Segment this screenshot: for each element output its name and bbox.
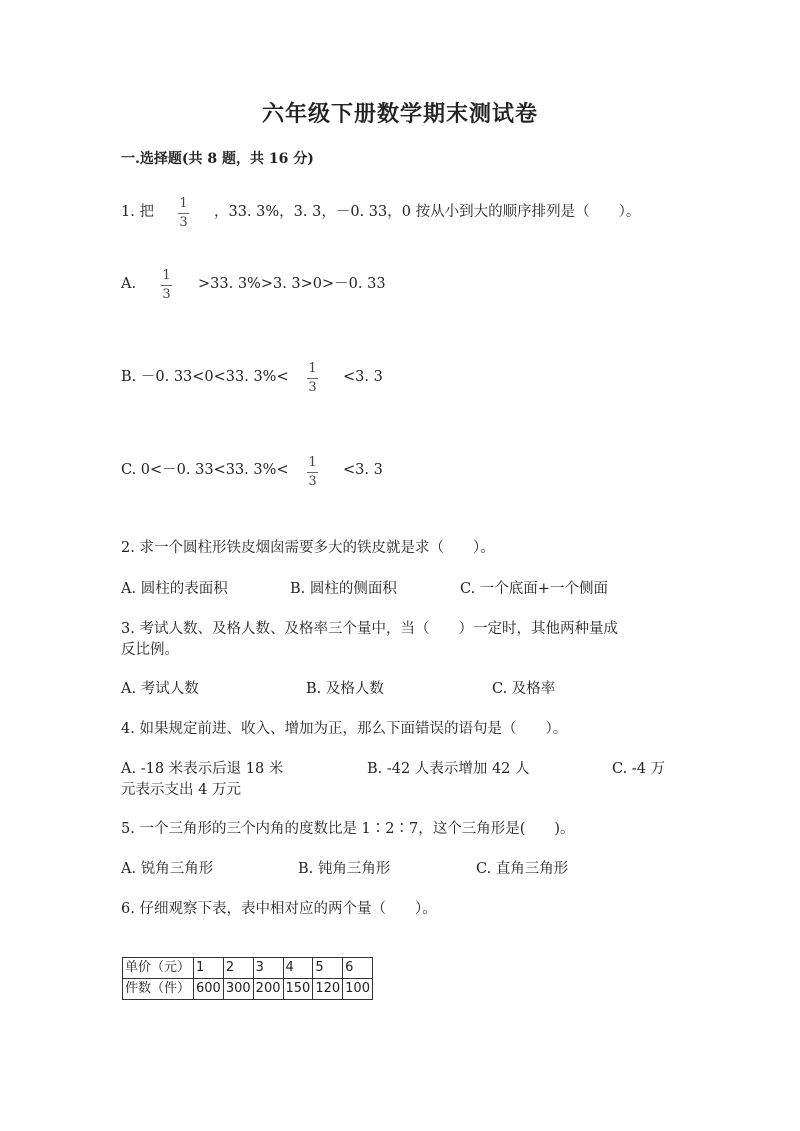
q1-option-b-text: B. －0. 33<0<33. 3%< (121, 369, 289, 385)
fraction-numerator: 1 (308, 361, 317, 376)
fraction-denominator: 3 (308, 380, 317, 395)
q2-stem: 2. 求一个圆柱形铁皮烟囱需要多大的铁皮就是求（ ）。 (121, 540, 495, 556)
q1-option-c-text: C. 0<－0. 33<33. 3%< (121, 462, 289, 478)
q4-option-b: B. -42 人表示增加 42 人 (367, 761, 530, 777)
q2-option-b: B. 圆柱的侧面积 (290, 581, 397, 597)
q4-stem: 4. 如果规定前进、收入、增加为正，那么下面错误的语句是（ ）。 (121, 721, 568, 737)
fraction-numerator: 1 (162, 268, 171, 283)
table-cell: 200 (253, 979, 283, 1000)
table-row (123, 979, 373, 1000)
table-cell: 3 (253, 958, 283, 979)
table-cell: 120 (313, 979, 343, 1000)
q1-option-c-suffix: <3. 3 (343, 462, 383, 478)
q5-stem: 5. 一个三角形的三个内角的度数比是 1∶2∶7，这个三角形是( )。 (121, 821, 575, 837)
q6-data-table (122, 957, 373, 1000)
table-row (123, 958, 373, 979)
q3-option-c: C. 及格率 (492, 681, 556, 697)
q4-option-c-line1: C. -4 万 (612, 761, 666, 777)
fraction-bar (161, 285, 172, 286)
table-cell: 150 (283, 979, 313, 1000)
q1-option-b-suffix: <3. 3 (343, 369, 383, 385)
q1-stem-prefix: 1. 把 (121, 204, 154, 220)
q1-option-a-text: >33. 3%>3. 3>0>－0. 33 (198, 276, 386, 292)
q1-option-a-fraction (161, 268, 172, 303)
table-cell: 300 (223, 979, 253, 1000)
q3-option-b: B. 及格人数 (306, 681, 384, 697)
fraction-bar (178, 213, 189, 214)
page-title: 六年级下册数学期末测试卷 (261, 101, 538, 127)
q1-stem-fraction (178, 196, 189, 231)
table-cell: 2 (223, 958, 253, 979)
q1-stem-suffix: ，33. 3%，3. 3，－0. 33，0 按从小到大的顺序排列是（ ）。 (214, 204, 641, 220)
table-cell: 100 (343, 979, 373, 1000)
q3-option-a: A. 考试人数 (121, 681, 199, 697)
table-cell: 6 (343, 958, 373, 979)
q5-option-a: A. 锐角三角形 (121, 861, 214, 877)
fraction-bar (307, 378, 318, 379)
q2-option-c: C. 一个底面+一个侧面 (460, 581, 608, 597)
q3-stem-line2: 反比例。 (121, 642, 179, 658)
q2-option-a: A. 圆柱的表面积 (121, 581, 228, 597)
q6-stem: 6. 仔细观察下表，表中相对应的两个量（ ）。 (121, 901, 437, 917)
table-cell: 5 (313, 958, 343, 979)
fraction-denominator: 3 (179, 215, 188, 230)
fraction-denominator: 3 (308, 474, 317, 489)
table-row-label: 单价（元） (123, 958, 194, 979)
q3-stem-line1: 3. 考试人数、及格人数、及格率三个量中，当（ ）一定时，其他两种量成 (121, 621, 618, 637)
fraction-denominator: 3 (162, 287, 171, 302)
table-row-label: 件数（件） (123, 979, 194, 1000)
q1-option-c-fraction (307, 455, 318, 490)
fraction-numerator: 1 (308, 455, 317, 470)
q1-option-b-fraction (307, 361, 318, 396)
fraction-numerator: 1 (179, 196, 188, 211)
table-cell: 600 (194, 979, 224, 1000)
q1-option-a-label: A. (121, 276, 137, 292)
q5-option-c: C. 直角三角形 (476, 861, 569, 877)
fraction-bar (307, 472, 318, 473)
q4-option-c-line2: 元表示支出 4 万元 (121, 782, 241, 798)
section-heading: 一.选择题(共 8 题，共 16 分) (121, 151, 314, 167)
q5-option-b: B. 钝角三角形 (298, 861, 391, 877)
table-cell: 4 (283, 958, 313, 979)
q4-option-a: A. -18 米表示后退 18 米 (121, 761, 284, 777)
table-cell: 1 (194, 958, 224, 979)
